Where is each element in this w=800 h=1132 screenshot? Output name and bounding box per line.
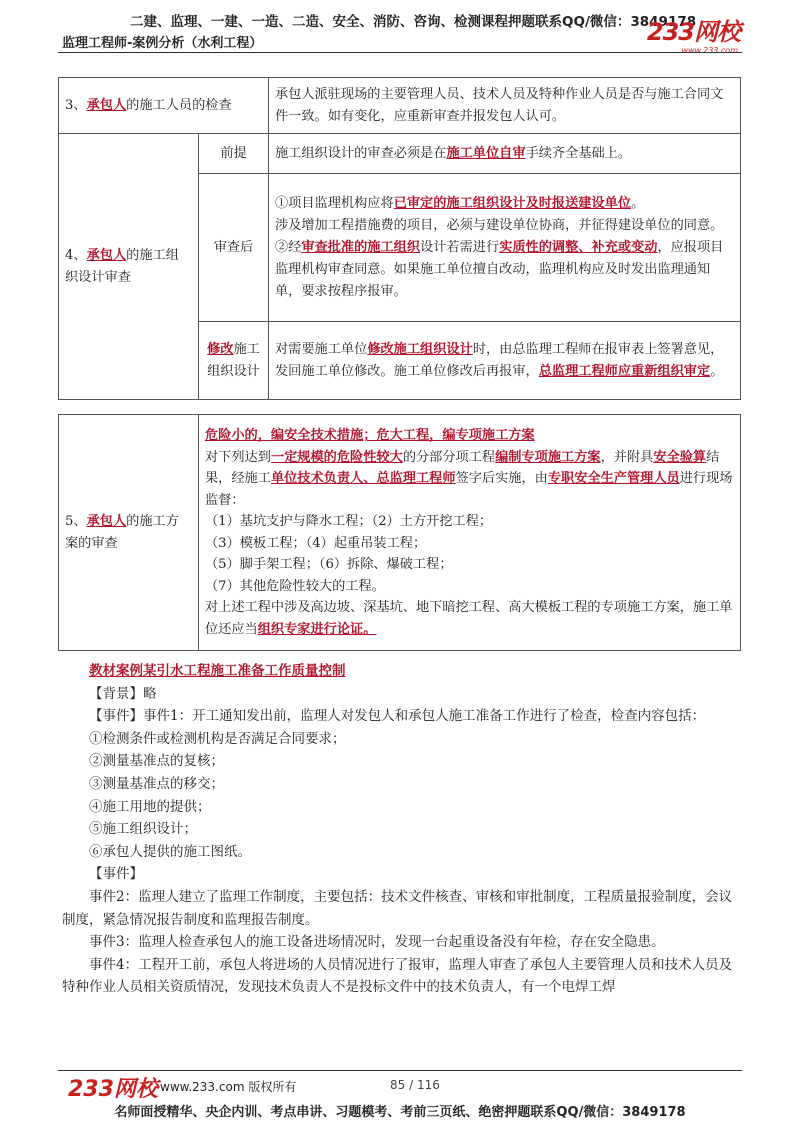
footer-copyright: www.233.com 版权所有 <box>160 1080 297 1094</box>
list-item: （1）基坑支护与降水工程；（2）土方开挖工程； <box>205 514 493 529</box>
case-event-1: 【事件】事件1：开工通知发出前，监理人对发包人和承包人施工准备工作进行了检查，检查内容包括： <box>89 708 706 725</box>
risk-rule-line: 危险小的，编安全技术措施；危大工程，编专项施工方案 <box>205 428 535 443</box>
list-item: （5）脚手架工程；（6）拆除、爆破工程； <box>205 557 453 572</box>
premise-content: 施工组织设计的审查必须是在施工单位自审手续齐全基础上。 <box>269 134 741 174</box>
table-row <box>59 134 741 174</box>
case-event-3: 事件3：监理人检查承包人的施工设备进场情况时，发现一台起重设备没有年检，存在安全隐患。 <box>89 934 665 951</box>
document-subtitle: 监理工程师-案例分析（水利工程） <box>62 36 263 51</box>
list-item: ②测量基准点的复核； <box>89 753 224 770</box>
footer-logo[interactable]: 233网校 <box>68 1077 158 1102</box>
list-item: ⑤施工组织设计； <box>89 821 197 838</box>
footer-promo: 名师面授精华、央企内训、考点串讲、习题模考、考前三页纸、绝密押题联系QQ/微信：3849178 <box>114 1105 686 1120</box>
case-background: 【背景】略 <box>89 685 157 702</box>
header-promo: 二建、监理、一建、一造、二造、安全、消防、咨询、检测课程押题联系QQ/微信：3849178 <box>130 14 697 30</box>
list-item: （3）模板工程；（4）起重吊装工程； <box>205 535 427 551</box>
list-item: ④施工用地的提供； <box>89 798 211 815</box>
list-item: ①检测条件或检测机构是否满足合同要求； <box>89 730 346 747</box>
case-event-2: 事件2：监理人建立了监理工作制度，主要包括：技术文件核查、审核和审批制度，工程质量报验制度，会议制度，紧急情况报告制度和监理报告制度。 <box>62 888 733 928</box>
premise-label: 前提 <box>199 134 269 174</box>
brand-logo-url: www.233.com <box>681 46 738 55</box>
brand-logo[interactable]: 233网校 <box>646 18 740 46</box>
table-row <box>59 415 741 651</box>
table-row <box>59 78 741 134</box>
modify-content: 对需要施工单位修改施工组织设计时，由总监理工程师在报审表上签署意见，发回施工单位修改。施工单位修改后再报审，总监理工程师应重新组织审定。 <box>269 322 741 400</box>
row5-label: 5、承包人的施工方案的审查 <box>59 415 199 651</box>
list-item: ③测量基准点的移交； <box>89 775 224 792</box>
row3-content: 承包人派驻现场的主要管理人员、技术人员及特种作业人员是否与施工合同文件一致。如有变化，应重新审查并报发包人认可。 <box>269 78 741 134</box>
case-section <box>62 660 740 999</box>
list-item: ⑥承包人提供的施工图纸。 <box>89 843 251 860</box>
page-number: 85 / 116 <box>390 1078 440 1092</box>
case-event-4: 事件4：工程开工前，承包人将进场的人员情况进行了报审，监理人审查了承包人主要管理人员和技术人员及特种作业人员相关资质情况，发现技术负责人不是投标文件中的技术负责人，有一个电焊工焊 <box>62 956 733 996</box>
after-review-label: 审查后 <box>199 174 269 322</box>
case-event-header: 【事件】 <box>89 866 143 883</box>
modify-label: 修改施工组织设计 <box>199 322 269 400</box>
row3-label: 3、承包人的施工人员的检查 <box>59 78 269 134</box>
list-item: （7）其他危险性较大的工程。 <box>205 578 385 594</box>
header-divider <box>58 52 742 53</box>
case-title[interactable]: 教材案例某引水工程施工准备工作质量控制 <box>89 663 346 679</box>
row5-content: 危险小的，编安全技术措施；危大工程，编专项施工方案 对下列达到一定规模的危险性较大的分部分项工程编制专项施工方案，并附具安全验算结果，经施工单位技术负责人、总监理工程师签字后实施，由专职安全生产管理人员进行现场监督： （1）基坑支护与降水工程；（2）土方开挖工程； （3）模板工程；（4）起重吊装工程； （5）脚手架工程；（6）拆除、爆破工程； （7）其他危险性较大的工程。 对上述工程中涉及高边坡、深基坑、地下暗挖工程、高大模板工程的专项施工方案，施工单位还应当组织专家进行论证。 <box>199 415 741 651</box>
after-review-content: ①项目监理机构应将已审定的施工组织设计及时报送建设单位。 涉及增加工程措施费的项目，必须与建设单位协商，并征得建设单位的同意。 ②经审查批准的施工组织设计若需进行实质性的调整、补充或变动，应报项目监理机构审查同意。如果施工单位擅自改动，监理机构应及时发出监理通知单，要求按程序报审。 <box>269 174 741 322</box>
review-table-1 <box>58 77 741 400</box>
footer-divider <box>58 1070 742 1071</box>
row4-label: 4、承包人的施工组织设计审查 <box>59 134 199 400</box>
review-table-2 <box>58 414 741 651</box>
